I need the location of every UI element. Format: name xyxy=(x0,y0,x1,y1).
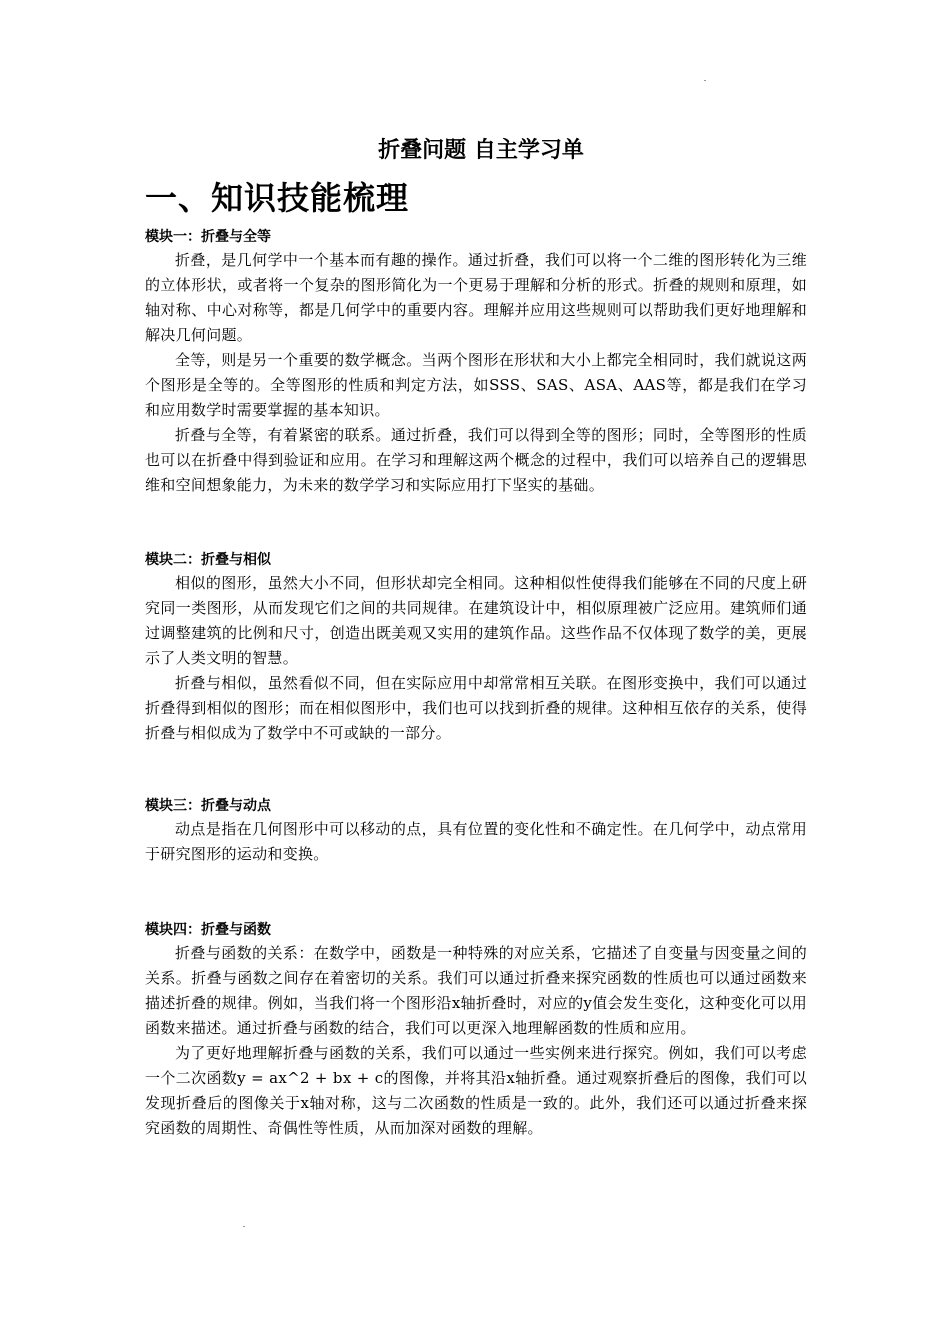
module-title: 模块一：折叠与全等 xyxy=(145,229,271,245)
module-1 xyxy=(145,226,807,498)
header-mark xyxy=(704,80,706,81)
module-title: 模块二：折叠与相似 xyxy=(145,552,271,568)
spacer xyxy=(145,867,807,919)
spacer xyxy=(145,498,807,549)
module-4 xyxy=(145,919,807,1141)
paragraph: 折叠与全等，有着紧密的联系。通过折叠，我们可以得到全等的图形；同时，全等图形的性质也可以在折叠中得到验证和应用。在学习和理解这两个概念的过程中，我们可以培养自己的逻辑思维和空间想象能力，为未来的数学学习和实际应用打下坚实的基础。 xyxy=(145,426,807,494)
paragraph: 折叠，是几何学中一个基本而有趣的操作。通过折叠，我们可以将一个二维的图形转化为三维的立体形状，或者将一个复杂的图形简化为一个更易于理解和分析的形式。折叠的规则和原理，如轴对称、中心对称等，都是几何学中的重要内容。理解并应用这些规则可以帮助我们更好地理解和解决几何问题。 xyxy=(145,251,807,344)
module-3 xyxy=(145,795,807,867)
paragraph: 折叠与函数的关系：在数学中，函数是一种特殊的对应关系，它描述了自变量与因变量之间的关系。折叠与函数之间存在着密切的关系。我们可以通过折叠来探究函数的性质也可以通过函数来描述折叠的规律。例如，当我们将一个图形沿x轴折叠时，对应的y值会发生变化，这种变化可以用函数来描述。通过折叠与函数的结合，我们可以更深入地理解函数的性质和应用。 xyxy=(145,944,807,1037)
paragraph: 全等，则是另一个重要的数学概念。当两个图形在形状和大小上都完全相同时，我们就说这两个图形是全等的。全等图形的性质和判定方法，如SSS、SAS、ASA、AAS等，都是我们在学习和应用数学时需要掌握的基本知识。 xyxy=(145,351,807,419)
paragraph: 为了更好地理解折叠与函数的关系，我们可以通过一些实例来进行探究。例如，我们可以考虑一个二次函数y = ax^2 + bx + c的图像，并将其沿x轴折叠。通过观察折叠后的图像，我们可以发现折叠后的图像关于x轴对称，这与二次函数的性质是一致的。此外，我们还可以通过折叠来探究函数的周期性、奇偶性等性质，从而加深对函数的理解。 xyxy=(145,1044,807,1137)
section-heading: 一、知识技能梳理 xyxy=(145,179,410,217)
paragraph: 折叠与相似，虽然看似不同，但在实际应用中却常常相互关联。在图形变换中，我们可以通过折叠得到相似的图形；而在相似图形中，我们也可以找到折叠的规律。这种相互依存的关系，使得折叠与相似成为了数学中不可或缺的一部分。 xyxy=(145,674,807,742)
document-content xyxy=(145,132,807,1141)
spacer xyxy=(145,746,807,795)
module-title: 模块四：折叠与函数 xyxy=(145,922,271,938)
module-title: 模块三：折叠与动点 xyxy=(145,798,271,814)
footer-mark xyxy=(243,1226,245,1227)
paragraph: 动点是指在几何图形中可以移动的点，具有位置的变化性和不确定性。在几何学中，动点常用于研究图形的运动和变换。 xyxy=(145,820,807,863)
document-title: 折叠问题 自主学习单 xyxy=(378,138,584,163)
paragraph: 相似的图形，虽然大小不同，但形状却完全相同。这种相似性使得我们能够在不同的尺度上研究同一类图形，从而发现它们之间的共同规律。在建筑设计中，相似原理被广泛应用。建筑师们通过调整建筑的比例和尺寸，创造出既美观又实用的建筑作品。这些作品不仅体现了数学的美，更展示了人类文明的智慧。 xyxy=(145,574,807,667)
module-2 xyxy=(145,549,807,746)
